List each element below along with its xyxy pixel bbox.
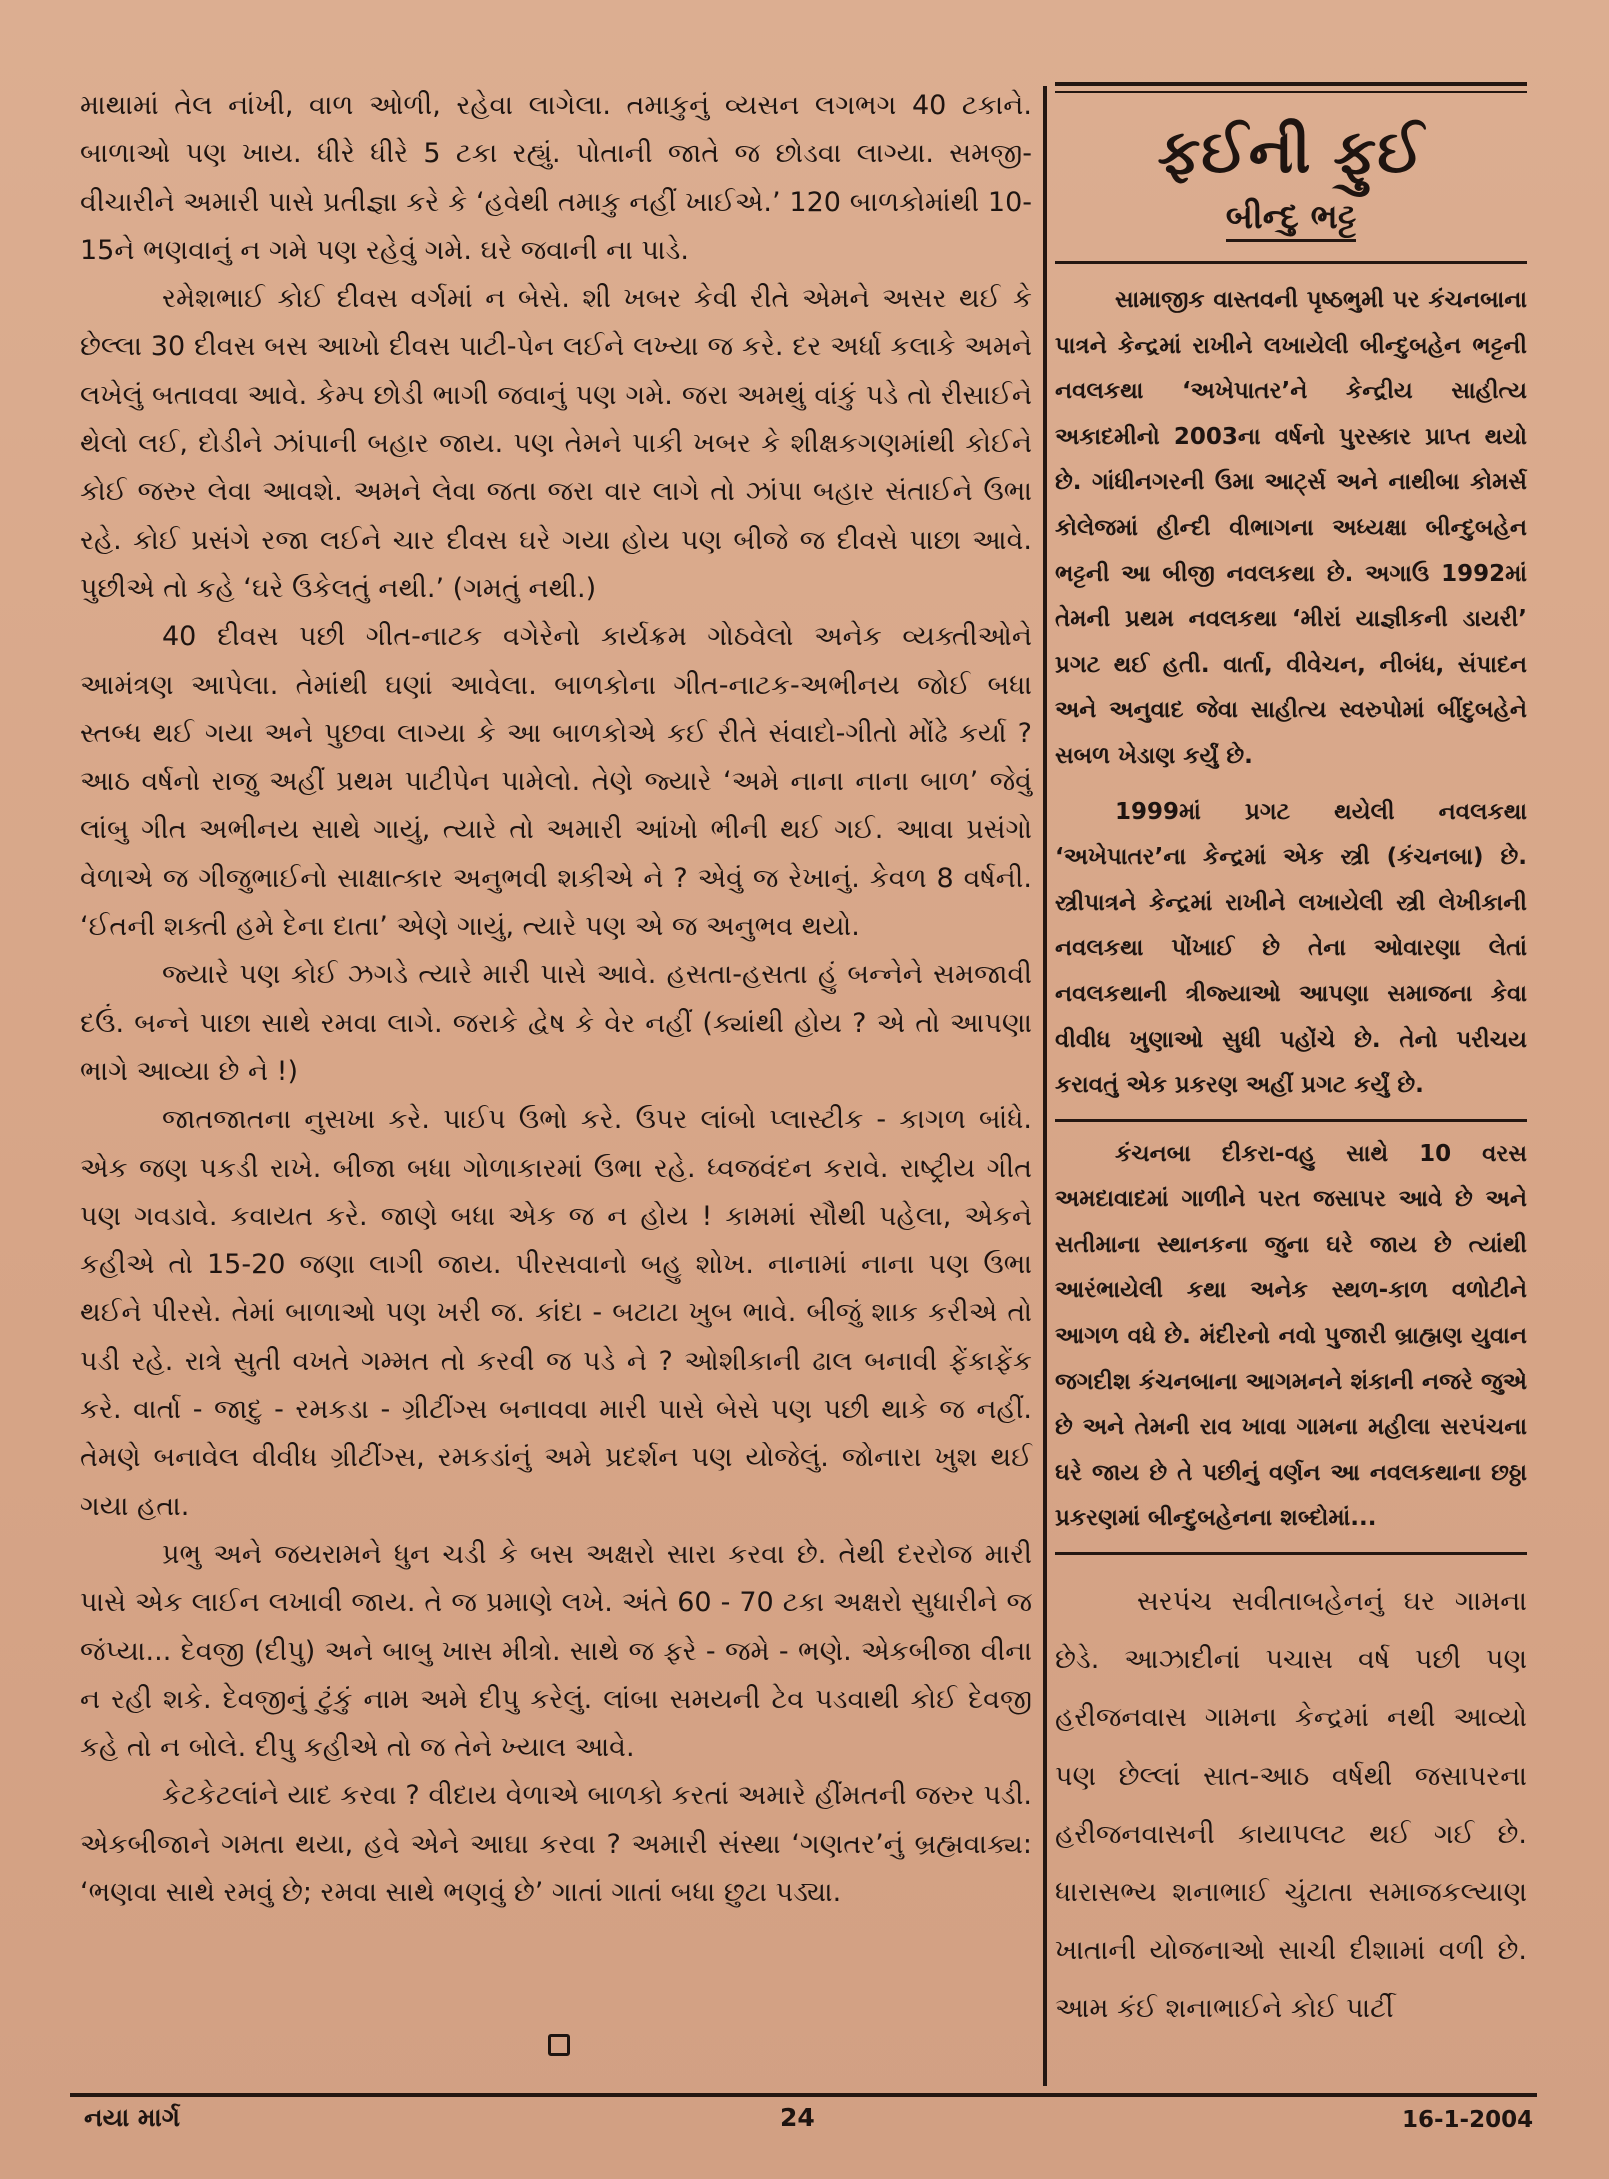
story-intro: [1055, 278, 1527, 1542]
paragraph: જ્યારે પણ કોઈ ઝગડે ત્યારે મારી પાસે આવે. હસતા-હસતા હું બન્નેને સમજાવી દઉં. બન્ને પાછા સાથે રમવા લાગે. જરાકે દ્વેષ કે વેર નહીં (ક્યાંથી હોય ? એ તો આપણા ભાગે આવ્યા છે ને !): [80, 959, 1032, 1087]
article-end-mark: [548, 2034, 570, 2056]
issue-date: 16-1-2004: [1402, 2107, 1534, 2133]
article-body: [80, 82, 1032, 1917]
header-rule: [1055, 82, 1527, 86]
page-number: 24: [780, 2103, 815, 2132]
intro-divider: [1055, 261, 1527, 264]
paragraph: માથામાં તેલ નાંખી, વાળ ઓળી, રહેવા લાગેલા. તમાકુનું વ્યસન લગભગ 40 ટકાને. બાળાઓ પણ ખાય. ધીરે ધીરે 5 ટકા રહ્યું. પોતાની જાતે જ છોડવા લાગ્યા. સમજી-વીચારીને અમારી પાસે પ્રતીજ્ઞા કરે કે ‘હવેથી તમાકુ નહીં ખાઈએ.’ 120 બાળકોમાંથી 10-15ને ભણવાનું ન ગમે પણ રહેવું ગમે. ઘરે જવાની ના પાડે.: [80, 90, 1032, 266]
intro-paragraph: 1999માં પ્રગટ થયેલી નવલકથા ‘અખેપાતર’ના કેન્દ્રમાં એક સ્ત્રી (કંચનબા) છે. સ્ત્રીપાત્રને કેન્દ્રમાં રાખીને લખાયેલી સ્ત્રી લેખીકાની નવલકથા પોંખાઈ છે તેના ઓવારણા લેતાં નવલકથાની ત્રીજ્યાઓ આપણા સમાજના કેવા વીવીધ ખુણાઓ સુધી પહોંચે છે. તેનો પરીચય કરાવતું એક પ્રકરણ અહીં પ્રગટ કર્યું છે.: [1055, 798, 1527, 1099]
author-byline: [1055, 191, 1527, 243]
intro-paragraph: કંચનબા દીકરા-વહુ સાથે 10 વરસ અમદાવાદમાં ગાળીને પરત જસાપર આવે છે અને સતીમાના સ્થાનકના જુના ઘરે જાય છે ત્યાંથી આરંભાયેલી કથા અનેક સ્થળ-કાળ વળોટીને આગળ વધે છે. મંદીરનો નવો પુજારી બ્રાહ્મણ યુવાન જગદીશ કંચનબાના આગમનને શંકાની નજરે જુએ છે અને તેમની રાવ ખાવા ગામના મહીલા સરપંચના ઘરે જાય છે તે પછીનું વર્ણન આ નવલકથાના છઠ્ઠા પ્રકરણમાં બીન્દુબહેનના શબ્દોમાં...: [1055, 1140, 1527, 1532]
publication-name: નયા માર્ગ: [84, 2103, 180, 2132]
paragraph: જાતજાતના નુસખા કરે. પાઈપ ઉભો કરે. ઉપર લાંબો પ્લાસ્ટીક - કાગળ બાંધે. એક જણ પકડી રાખે. બીજા બધા ગોળાકારમાં ઉભા રહે. ધ્વજવંદન કરાવે. રાષ્ટ્રીય ગીત પણ ગવડાવે. કવાયત કરે. જાણે બધા એક જ ન હોય ! કામમાં સૌથી પહેલા, એકને કહીએ તો 15-20 જણા લાગી જાય. પીરસવાનો બહુ શોખ. નાનામાં નાના પણ ઉભા થઈને પીરસે. તેમાં બાળાઓ પણ ખરી જ. કાંદા - બટાટા ખુબ ભાવે. બીજું શાક કરીએ તો પડી રહે. રાત્રે સુતી વખતે ગમ્મત તો કરવી જ પડે ને ? ઓશીકાની ઢાલ બનાવી ફેંકાફેંક કરે. વાર્તા - જાદુ - રમકડા - ગ્રીટીંગ્સ બનાવવા મારી પાસે બેસે પણ પછી થાકે જ નહીં. તેમણે બનાવેલ વીવીધ ગ્રીટીંગ્સ, રમકડાંનું અમે પ્રદર્શન પણ યોજેલું. જોનારા ખુશ થઈ ગયા હતા.: [80, 1104, 1032, 1522]
intro-paragraph: સામાજીક વાસ્તવની પૃષ્ઠભુમી પર કંચનબાના પાત્રને કેન્દ્રમાં રાખીને લખાયેલી બીન્દુબહેન ભટ્ટની નવલકથા ‘અખેપાતર’ને કેન્દ્રીય સાહીત્ય અકાદમીનો 2003ના વર્ષનો પુરસ્કાર પ્રાપ્ત થયો છે. ગાંધીનગરની ઉમા આર્ટ્સ અને નાથીબા કોમર્સ કોલેજમાં હીન્દી વીભાગના અધ્યક્ષા બીન્દુબહેન ભટ્ટની આ બીજી નવલકથા છે. અગાઉ 1992માં તેમની પ્રથમ નવલકથા ‘મીરાં યાજ્ઞીકની ડાયરી’ પ્રગટ થઈ હતી. વાર્તા, વીવેચન, નીબંધ, સંપાદન અને અનુવાદ જેવા સાહીત્ય સ્વરુપોમાં બીંદુબહેને સબળ ખેડાણ કર્યું છે.: [1055, 287, 1527, 769]
sidebar-story: [1055, 82, 1527, 2039]
intro-divider: [1055, 1119, 1527, 1122]
story-excerpt: [1055, 1573, 1527, 2039]
excerpt-divider: [1055, 1552, 1527, 1555]
footer-rule: [70, 2093, 1537, 2097]
paragraph: રમેશભાઈ કોઈ દીવસ વર્ગમાં ન બેસે. શી ખબર કેવી રીતે એમને અસર થઈ કે છેલ્લા 30 દીવસ બસ આખો દીવસ પાટી-પેન લઈને લખ્યા જ કરે. દર અર્ધા કલાકે અમને લખેલું બતાવવા આવે. કેમ્પ છોડી ભાગી જવાનું પણ ગમે. જરા અમથું વાંકું પડે તો રીસાઈને થેલો લઈ, દોડીને ઝાંપાની બહાર જાય. પણ તેમને પાકી ખબર કે શીક્ષકગણમાંથી કોઈને કોઈ જરુર લેવા આવશે. અમને લેવા જતા જરા વાર લાગે તો ઝાંપા બહાર સંતાઈને ઉભા રહે. કોઈ પ્રસંગે રજા લઈને ચાર દીવસ ઘરે ગયા હોય પણ બીજે જ દીવસે પાછા આવે. પુછીએ તો કહે ‘ઘરે ઉકેલતું નથી.’ (ગમતું નથી.): [80, 283, 1032, 604]
paragraph: કેટકેટલાંને યાદ કરવા ? વીદાય વેળાએ બાળકો કરતાં અમારે હીંમતની જરુર પડી. એકબીજાને ગમતા થયા, હવે એને આઘા કરવા ? અમારી સંસ્થા ‘ગણતર’નું બ્રહ્મવાક્ય: ‘ભણવા સાથે રમવું છે; રમવા સાથે ભણવું છે’ ગાતાં ગાતાં બધા છુટા પડ્યા.: [80, 1780, 1032, 1908]
paragraph: 40 દીવસ પછી ગીત-નાટક વગેરેનો કાર્યક્રમ ગોઠવેલો અનેક વ્યક્તીઓને આમંત્રણ આપેલા. તેમાંથી ઘણાં આવેલા. બાળકોના ગીત-નાટક-અભીનય જોઈ બધા સ્તબ્ધ થઈ ગયા અને પુછવા લાગ્યા કે આ બાળકોએ કઈ રીતે સંવાદો-ગીતો મોંઢે કર્યા ? આઠ વર્ષનો રાજુ અહીં પ્રથમ પાટીપેન પામેલો. તેણે જ્યારે ‘અમે નાના નાના બાળ’ જેવું લાંબુ ગીત અભીનય સાથે ગાયું, ત્યારે તો અમારી આંખો ભીની થઈ ગઈ. આવા પ્રસંગો વેળાએ જ ગીજુભાઈનો સાક્ષાત્કાર અનુભવી શકીએ ને ? એવું જ રેખાનું. કેવળ 8 વર્ષની. ‘ઈતની શક્તી હમે દેના દાતા’ એણે ગાયું, ત્યારે પણ એ જ અનુભવ થયો.: [80, 621, 1032, 943]
excerpt-paragraph: સરપંચ સવીતાબહેનનું ઘર ગામના છેડે. આઝાદીનાં પચાસ વર્ષ પછી પણ હરીજનવાસ ગામના કેન્દ્રમાં નથી આવ્યો પણ છેલ્લાં સાત-આઠ વર્ષથી જસાપરના હરીજનવાસની કાયાપલટ થઈ ગઈ છે. ધારાસભ્ય શનાભાઈ ચુંટાતા સમાજકલ્યાણ ખાતાની યોજનાઓ સાચી દીશામાં વળી છે. આમ કંઈ શનાભાઈને કોઈ પાર્ટી: [1055, 1586, 1527, 2025]
header-rule: [1055, 91, 1527, 93]
story-title: ફઈની ફુઈ: [1157, 117, 1425, 187]
column-divider: [1043, 86, 1047, 2086]
paragraph: પ્રભુ અને જયરામને ધુન ચડી કે બસ અક્ષરો સારા કરવા છે. તેથી દરરોજ મારી પાસે એક લાઈન લખાવી જાય. તે જ પ્રમાણે લખે. અંતે 60 - 70 ટકા અક્ષરો સુધારીને જ જંપ્યા... દેવજી (દીપુ) અને બાબુ ખાસ મીત્રો. સાથે જ ફરે - જમે - ભણે. એકબીજા વીના ન રહી શકે. દેવજીનું ટુંકું નામ અમે દીપુ કરેલું. લાંબા સમયની ટેવ પડવાથી કોઈ દેવજી કહે તો ન બોલે. દીપુ કહીએ તો જ તેને ખ્યાલ આવે.: [80, 1538, 1032, 1764]
author-name: બીન્દુ ભટ્ટ: [1226, 197, 1357, 242]
